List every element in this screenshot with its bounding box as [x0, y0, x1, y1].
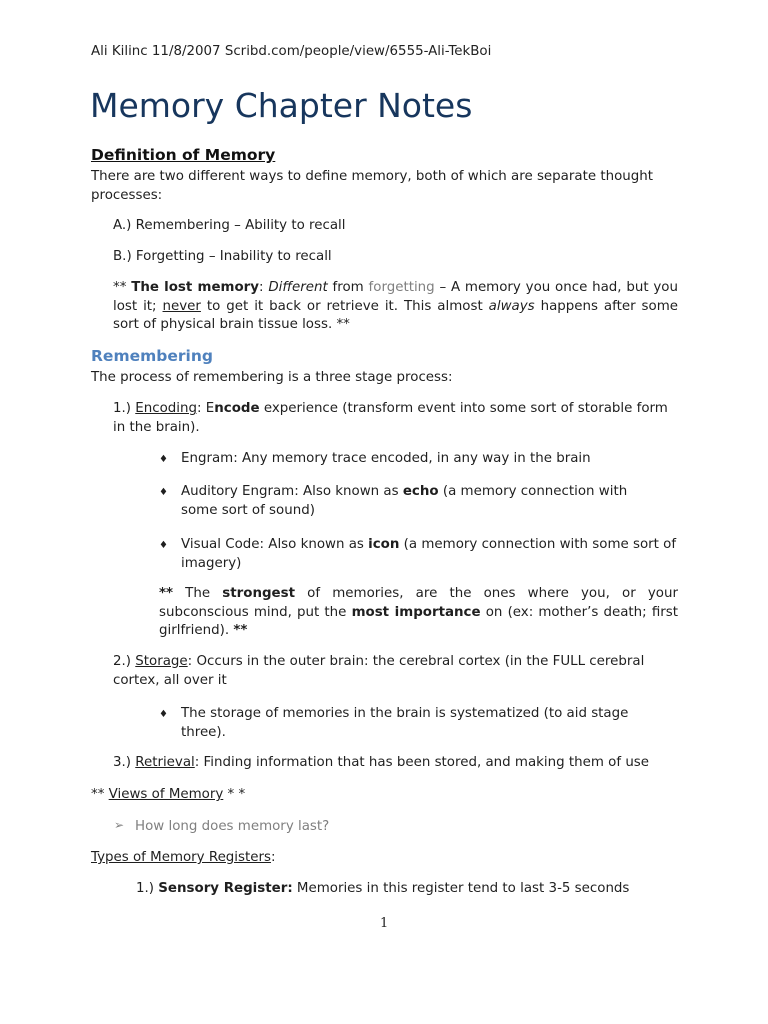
different-word: Different	[268, 280, 328, 295]
diamond-bullet-icon: ♦	[159, 454, 168, 465]
storage-term: Storage	[135, 654, 188, 669]
auditory-engram-bullet	[181, 483, 661, 520]
step-retrieval	[113, 754, 693, 773]
lost-memory-label: The lost memory	[131, 280, 260, 295]
storage-bullet: The storage of memories in the brain is systematized (to aid stage three).	[181, 706, 629, 740]
definition-intro: There are two different ways to define memory, both of which are separate thought processes:	[91, 169, 653, 203]
encoding-term: Encoding	[135, 401, 197, 416]
echo-bold: echo	[402, 484, 439, 499]
page-title: Memory Chapter Notes	[90, 86, 473, 125]
forgetting-word: forgetting	[368, 280, 435, 295]
step-storage	[113, 653, 683, 690]
text: (a memory connection with some sort of sound)	[181, 484, 628, 518]
encode-bold: ncode	[214, 401, 260, 416]
text: Auditory Engram: Also known as	[181, 484, 403, 499]
text: to get it back or retrieve it. This almost	[200, 298, 489, 314]
text: of memories, are the ones where you, or your subconscious mind, put the	[159, 586, 678, 620]
how-long-question: How long does memory last?	[135, 819, 330, 834]
text: : Occurs in the outer brain: the cerebral cortex (in the FULL cerebral cortex, all over it	[113, 654, 645, 688]
always-word: always	[488, 298, 535, 314]
views-of-memory-line	[91, 786, 245, 805]
text: Memories in this register tend to last 3-5 seconds	[292, 881, 630, 896]
text: experience (transform event into some sort of storable form in the brain).	[113, 401, 668, 435]
types-of-registers-term: Types of Memory Registers	[91, 850, 271, 865]
text: from	[327, 280, 369, 295]
text: : E	[196, 401, 215, 416]
text: on (ex: mother’s death; first girlfriend).	[159, 604, 679, 638]
retrieval-term: Retrieval	[135, 755, 195, 770]
definition-heading: Definition of Memory	[91, 146, 276, 164]
engram-bullet: Engram: Any memory trace encoded, in any way in the brain	[181, 451, 591, 466]
sensory-register-item	[136, 880, 696, 899]
stars: * *	[223, 787, 246, 802]
strongest-bold: strongest	[222, 586, 296, 601]
step-encoding	[113, 400, 683, 437]
step-number: 3.)	[113, 755, 136, 770]
page-number: 1	[380, 916, 389, 931]
text: Visual Code: Also known as	[181, 537, 369, 552]
types-of-registers-line	[91, 849, 276, 868]
text: : Finding information that has been stored, and making them of use	[194, 755, 650, 770]
step-number: 1.)	[113, 401, 136, 416]
arrow-bullet-icon: ➢	[114, 818, 125, 832]
remembering-intro: The process of remembering is a three stage process:	[91, 370, 453, 385]
stars: **	[159, 586, 174, 601]
definition-item-b: B.) Forgetting – Inability to recall	[113, 249, 332, 264]
most-importance-bold: most importance	[351, 604, 481, 620]
diamond-bullet-icon: ♦	[159, 540, 168, 551]
diamond-bullet-icon: ♦	[159, 709, 168, 720]
stars: **	[233, 623, 248, 638]
text: :	[259, 280, 269, 295]
icon-bold: icon	[368, 537, 400, 552]
text: :	[270, 850, 276, 865]
text: happens after some sort of physical brain tissue loss. **	[113, 298, 679, 332]
visual-code-bullet	[181, 536, 681, 573]
definition-item-a: A.) Remembering – Ability to recall	[113, 218, 346, 233]
lost-memory-paragraph	[113, 279, 678, 335]
stars: **	[113, 280, 132, 295]
sensory-register-term: Sensory Register:	[158, 881, 293, 896]
text: (a memory connection with some sort of imagery)	[181, 537, 677, 571]
diamond-bullet-icon: ♦	[159, 487, 168, 498]
stars: **	[91, 787, 109, 802]
page-header: Ali Kilinc 11/8/2007 Scribd.com/people/view/6555-Ali-TekBoi	[91, 44, 492, 59]
views-of-memory-term: Views of Memory	[108, 787, 224, 802]
text: – A memory you once had, but you lost it;	[113, 280, 678, 314]
strongest-memories-note	[159, 585, 678, 641]
remembering-heading: Remembering	[91, 347, 213, 365]
never-word: never	[162, 298, 201, 314]
step-number: 2.)	[113, 654, 136, 669]
text: The	[173, 586, 223, 601]
step-number: 1.)	[136, 881, 159, 896]
